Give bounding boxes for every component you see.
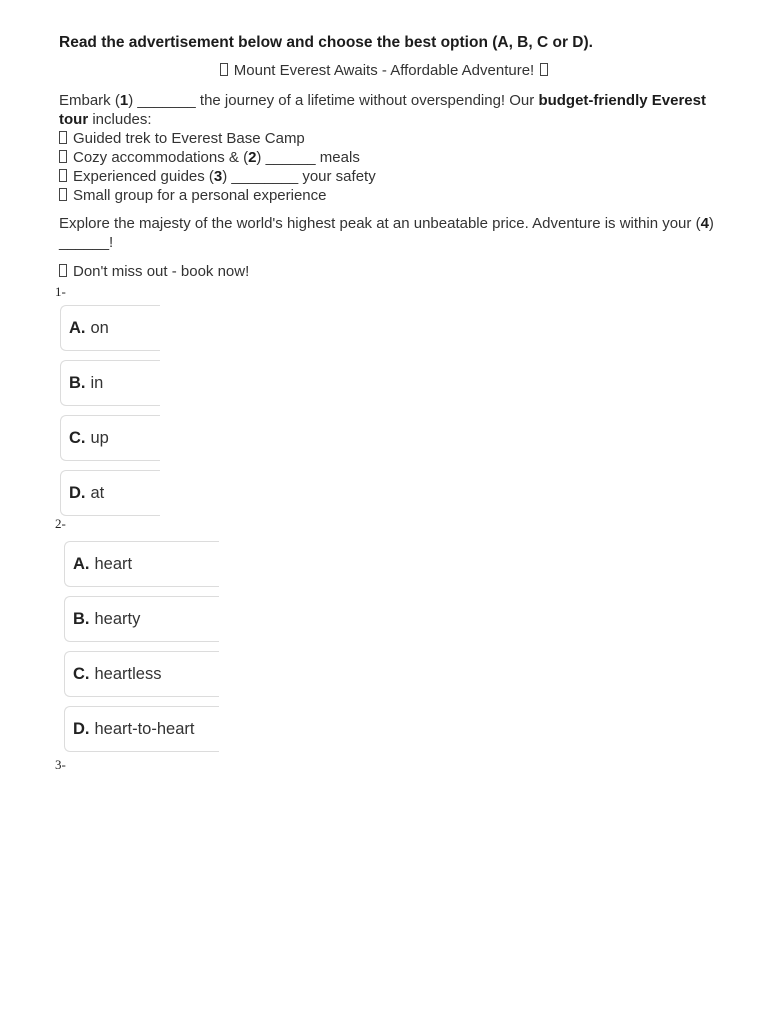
emoji-placeholder-icon [59,131,67,144]
question-number: 3- [55,757,66,772]
emoji-placeholder-icon [59,169,67,182]
ad-bullet: Experienced guides (3) ________ your safety [59,167,729,186]
option-1d[interactable]: D. at [60,470,160,516]
ad-bullet: Small group for a personal experience [59,186,729,205]
ad-body [59,91,729,205]
emoji-placeholder-icon [220,63,228,76]
ad-title [0,62,768,79]
instructions: Read the advertisement below and choose the best option (A, B, C or D). [59,34,593,51]
emoji-placeholder-icon [59,188,67,201]
option-2c[interactable]: C. heartless [64,651,219,697]
ad-bullet: Cozy accommodations & (2) ______ meals [59,148,729,167]
option-1b[interactable]: B. in [60,360,160,406]
ad-cta: Don't miss out - book now! [59,262,729,281]
option-1c[interactable]: C. up [60,415,160,461]
question-number: 2- [55,516,66,531]
emoji-placeholder-icon [59,264,67,277]
ad-intro: Embark (1) _______ the journey of a lifetime without overspending! Our budget-friendly Everest tour includes: [59,92,706,128]
option-1a[interactable]: A. on [60,305,160,351]
emoji-placeholder-icon [59,150,67,163]
ad-title-text: Mount Everest Awaits - Affordable Adventure! [233,62,535,79]
option-2a[interactable]: A. heart [64,541,219,587]
option-2d[interactable]: D. heart-to-heart [64,706,219,752]
option-2b[interactable]: B. hearty [64,596,219,642]
question-number: 1- [55,284,66,299]
ad-bullet: Guided trek to Everest Base Camp [59,129,729,148]
emoji-placeholder-icon [540,63,548,76]
ad-paragraph: Explore the majesty of the world's highest peak at an unbeatable price. Adventure is within your (4) ______! [59,215,714,251]
